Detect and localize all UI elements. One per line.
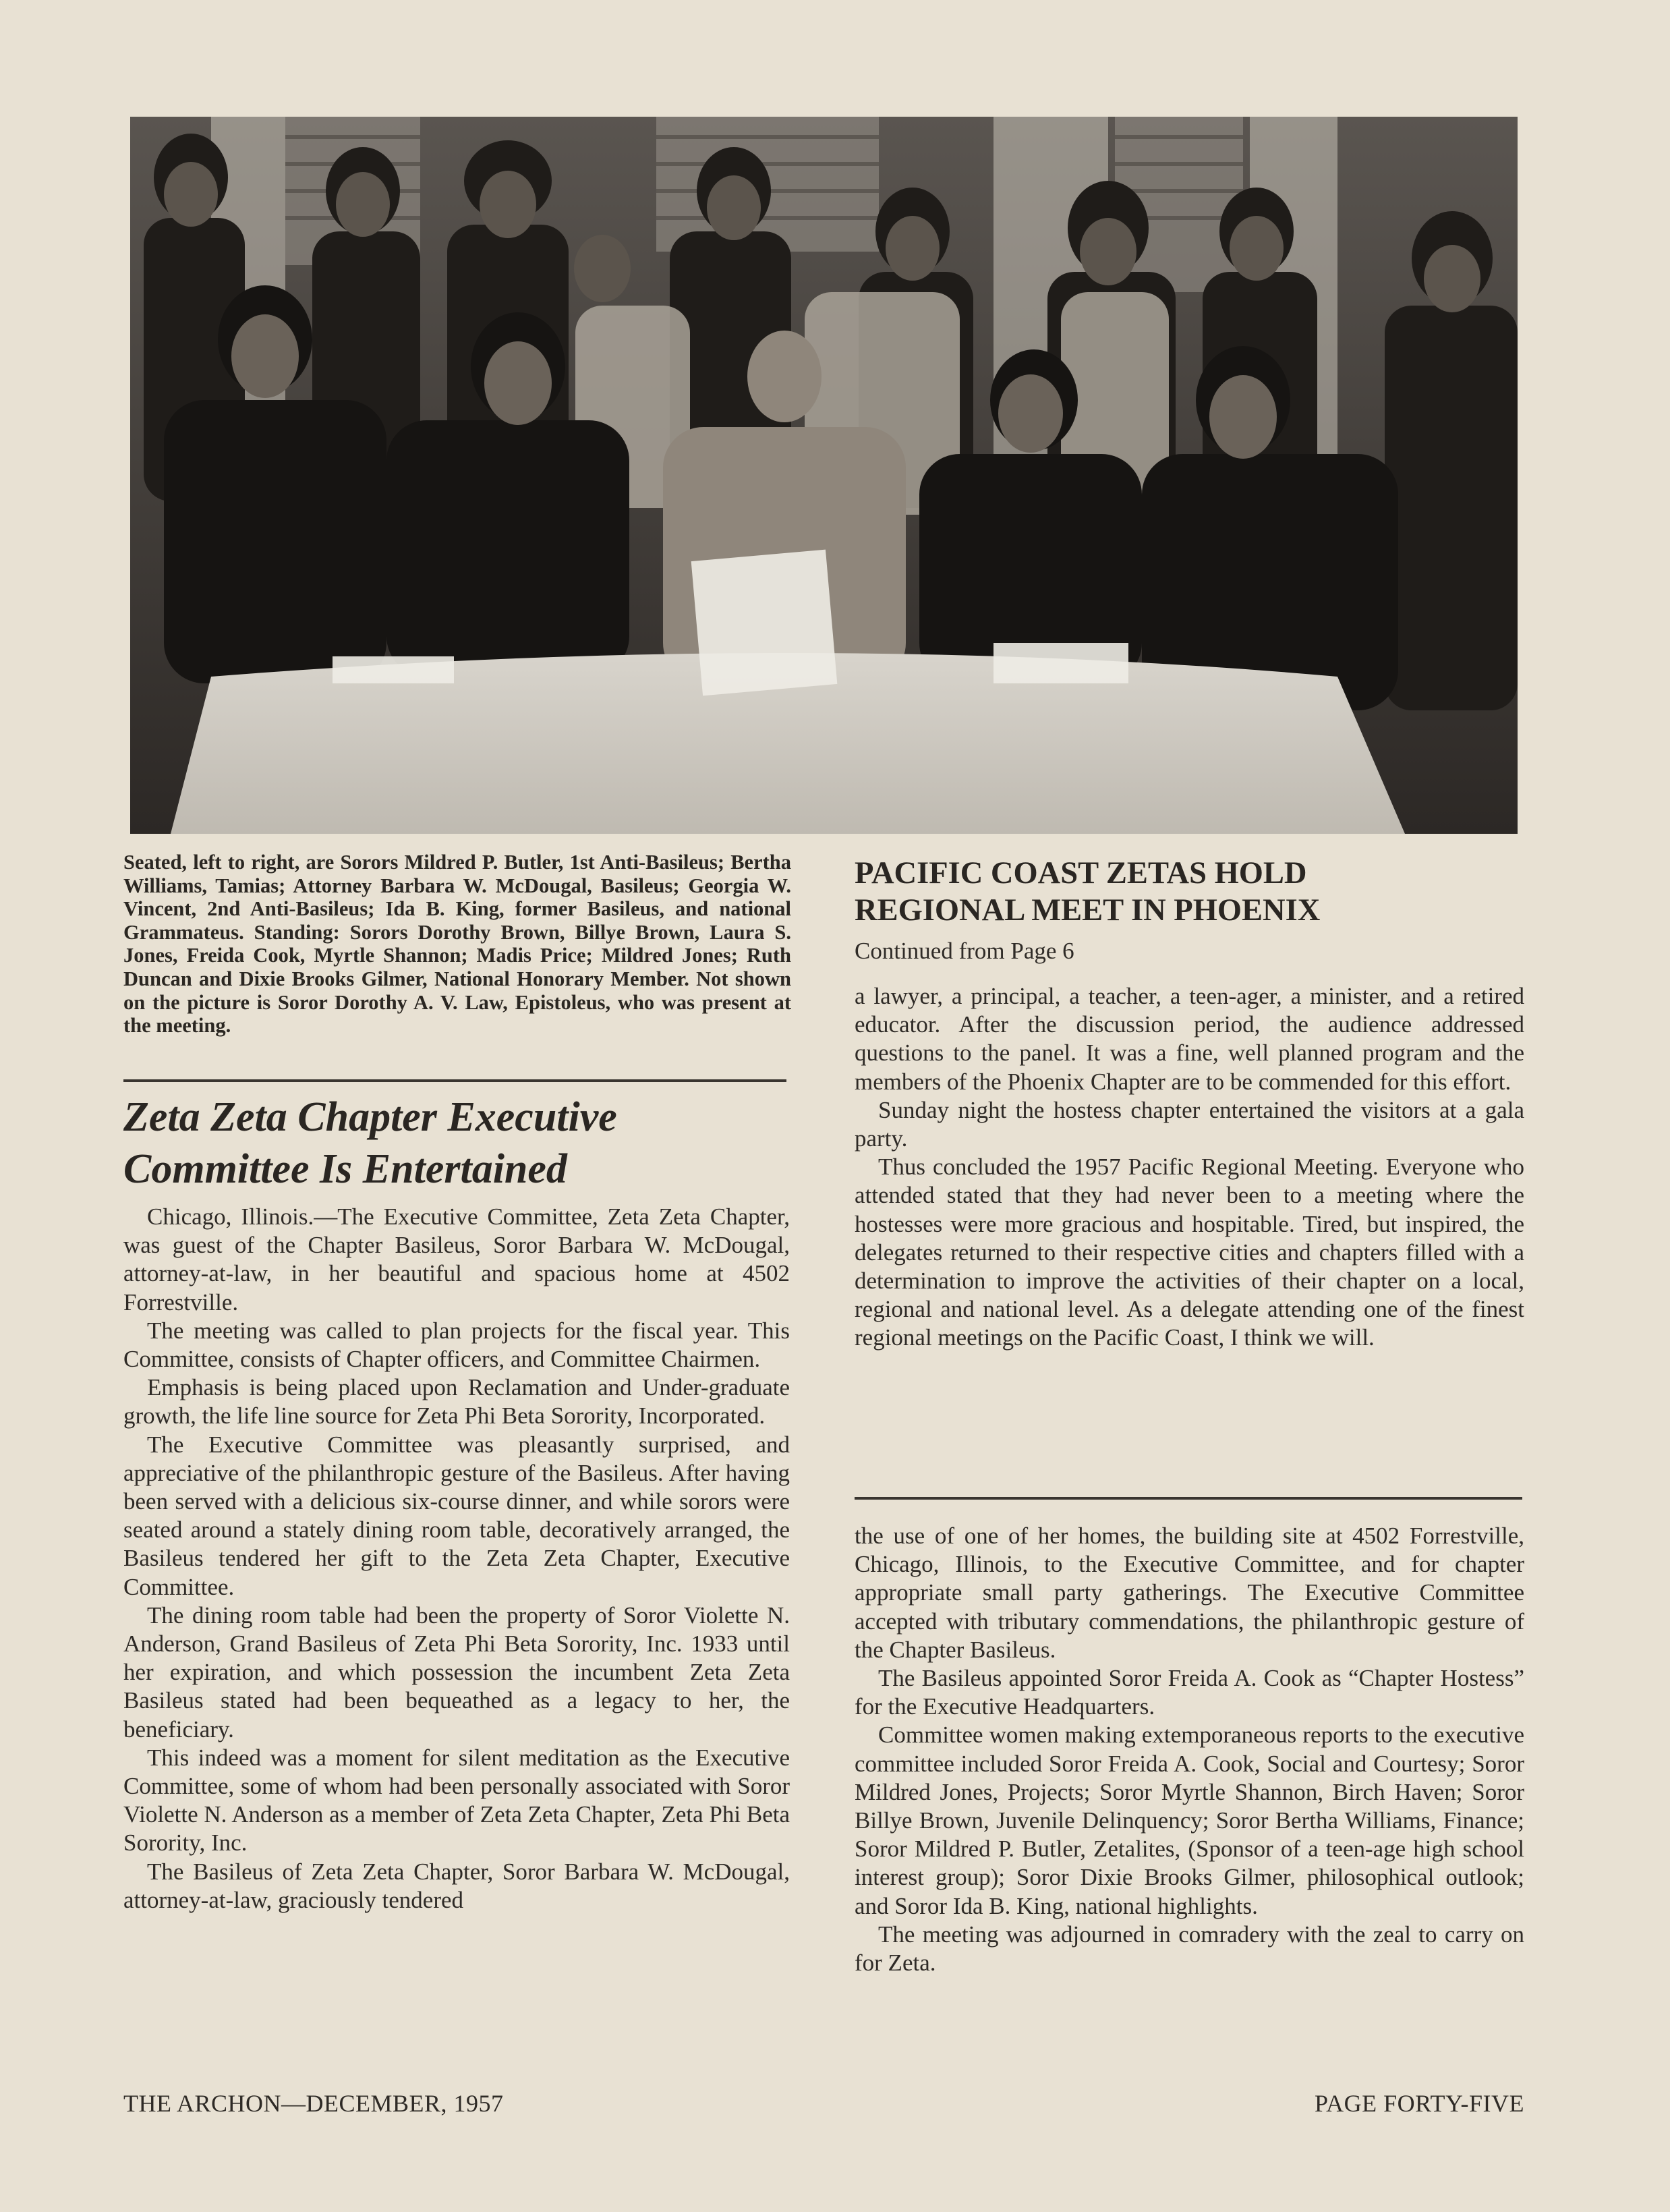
left-paragraph: The dining room table had been the property of Soror Violette N. Anderson, Grand Basileus of Zeta Phi Beta Sorority, Inc. 1933 until her expiration, and which possession the incumbent Zeta Zeta Basileus stated had been bequeathed as a legacy to her, the beneficiary. <box>123 1601 790 1742</box>
right-article-body <box>855 982 1524 1353</box>
right-article-headline <box>855 855 1529 929</box>
footer-publication: THE ARCHON—DECEMBER, 1957 <box>123 2090 504 2117</box>
left-paragraph: The Executive Committee was pleasantly surprised, and appreciative of the philanthropic gesture of the Basileus. After having been served with a delicious six-course dinner, and while sorors were seated around a stately dining room table, decoratively arranged, the Basileus tendered her gift to the Zeta Zeta Chapter, Executive Committee. <box>123 1431 790 1600</box>
caption-text: Seated, left to right, are Sorors Mildred P. Butler, 1st Anti-Basileus; Bertha Williams, Tamias; Attorney Barbara W. McDougal, Basileus; Georgia W. Vincent, 2nd Anti-Basileus; Ida B. King, former Basileus, and national Grammateus. Standing: Sorors Dorothy Brown, Billye Brown, Laura S. Jones, Freida Cook, Myrtle Shannon; Madis Price; Mildred Jones; Ruth Duncan and Dixie Brooks Gilmer, National Honorary Member. Not shown on the picture is Soror Dorothy A. V. Law, Epistoleus, who was present at the meeting. <box>123 851 791 1038</box>
right-headline-line1: PACIFIC COAST ZETAS HOLD <box>855 856 1307 890</box>
left-divider-rule <box>123 1079 786 1082</box>
continuation-paragraph: The Basileus appointed Soror Freida A. Cook as “Chapter Hostess” for the Executive Headquarters. <box>855 1665 1524 1720</box>
continuation-paragraph: Committee women making extemporaneous reports to the executive committee included Soror Freida A. Cook, Social and Courtesy; Soror Mildred Jones, Projects; Soror Myrtle Shannon, Birch Haven; Soror Billye Brown, Juvenile Delinquency; Soror Bertha Williams, Finance; Soror Mildred P. Butler, Zetalites, (Sponsor of a teen-age high school interest group); Soror Dixie Brooks Gilmer, philosophical outlook; and Soror Ida B. King, national highlights. <box>855 1722 1524 1919</box>
right-divider-rule <box>855 1497 1522 1500</box>
right-paragraph: a lawyer, a principal, a teacher, a teen-ager, a minister, and a retired educator. After the discussion period, the audience addressed questions to the panel. It was a fine, well planned program and the members of the Phoenix Chapter are to be commended for this effort. <box>855 983 1524 1095</box>
continuation-paragraph: The meeting was adjourned in comradery with the zeal to carry on for Zeta. <box>855 1921 1524 1977</box>
left-article-headline <box>123 1091 798 1195</box>
group-photograph <box>130 117 1518 834</box>
left-paragraph: This indeed was a moment for silent meditation as the Executive Committee, some of whom had been personally associated with Soror Violette N. Anderson as a member of Zeta Zeta Chapter, Zeta Phi Beta Sorority, Inc. <box>123 1744 790 1856</box>
left-paragraph: Chicago, Illinois.—The Executive Committee, Zeta Zeta Chapter, was guest of the Chapter Basileus, Soror Barbara W. McDougal, attorney-at-law, in her beautiful and spacious home at 4502 Forrestville. <box>123 1203 790 1315</box>
right-paragraph: Sunday night the hostess chapter entertained the visitors at a gala party. <box>855 1096 1524 1152</box>
left-paragraph: The meeting was called to plan projects for the fiscal year. This Committee, consists of Chapter officers, and Committee Chairmen. <box>123 1317 790 1373</box>
photo-illustration <box>130 117 1518 834</box>
left-paragraph: Emphasis is being placed upon Reclamation and Under-graduate growth, the life line source for Zeta Phi Beta Sorority, Incorporated. <box>123 1374 790 1429</box>
left-article-body <box>123 1203 790 1915</box>
photo-caption <box>123 851 791 1038</box>
left-article-continuation <box>855 1522 1524 1977</box>
right-headline-line2: REGIONAL MEET IN PHOENIX <box>855 893 1321 928</box>
left-headline-line1: Zeta Zeta Chapter Executive <box>123 1094 617 1140</box>
right-paragraph: Thus concluded the 1957 Pacific Regional Meeting. Everyone who attended stated that they had never been to a meeting where the hostesses were more gracious and hospitable. Tired, but inspired, the delegates returned to their respective cities and chapters filled with a determination to improve the activities of their chapter on a local, regional and national level. As a delegate attending one of the finest regional meetings on the Pacific Coast, I think we will. <box>855 1154 1524 1351</box>
footer-page-number: PAGE FORTY-FIVE <box>1314 2090 1524 2117</box>
continuation-paragraph: the use of one of her homes, the building site at 4502 Forrestville, Chicago, Illinois, to the Executive Committee, and for chapter appropriate small party gatherings. The Executive Committee accepted with tributary commendations, the philanthropic gesture of the Chapter Basileus. <box>855 1523 1524 1663</box>
continued-from-note: Continued from Page 6 <box>855 938 1074 964</box>
left-headline-line2: Committee Is Entertained <box>123 1146 567 1192</box>
left-paragraph: The Basileus of Zeta Zeta Chapter, Soror Barbara W. McDougal, attorney-at-law, graciously tendered <box>123 1858 790 1913</box>
